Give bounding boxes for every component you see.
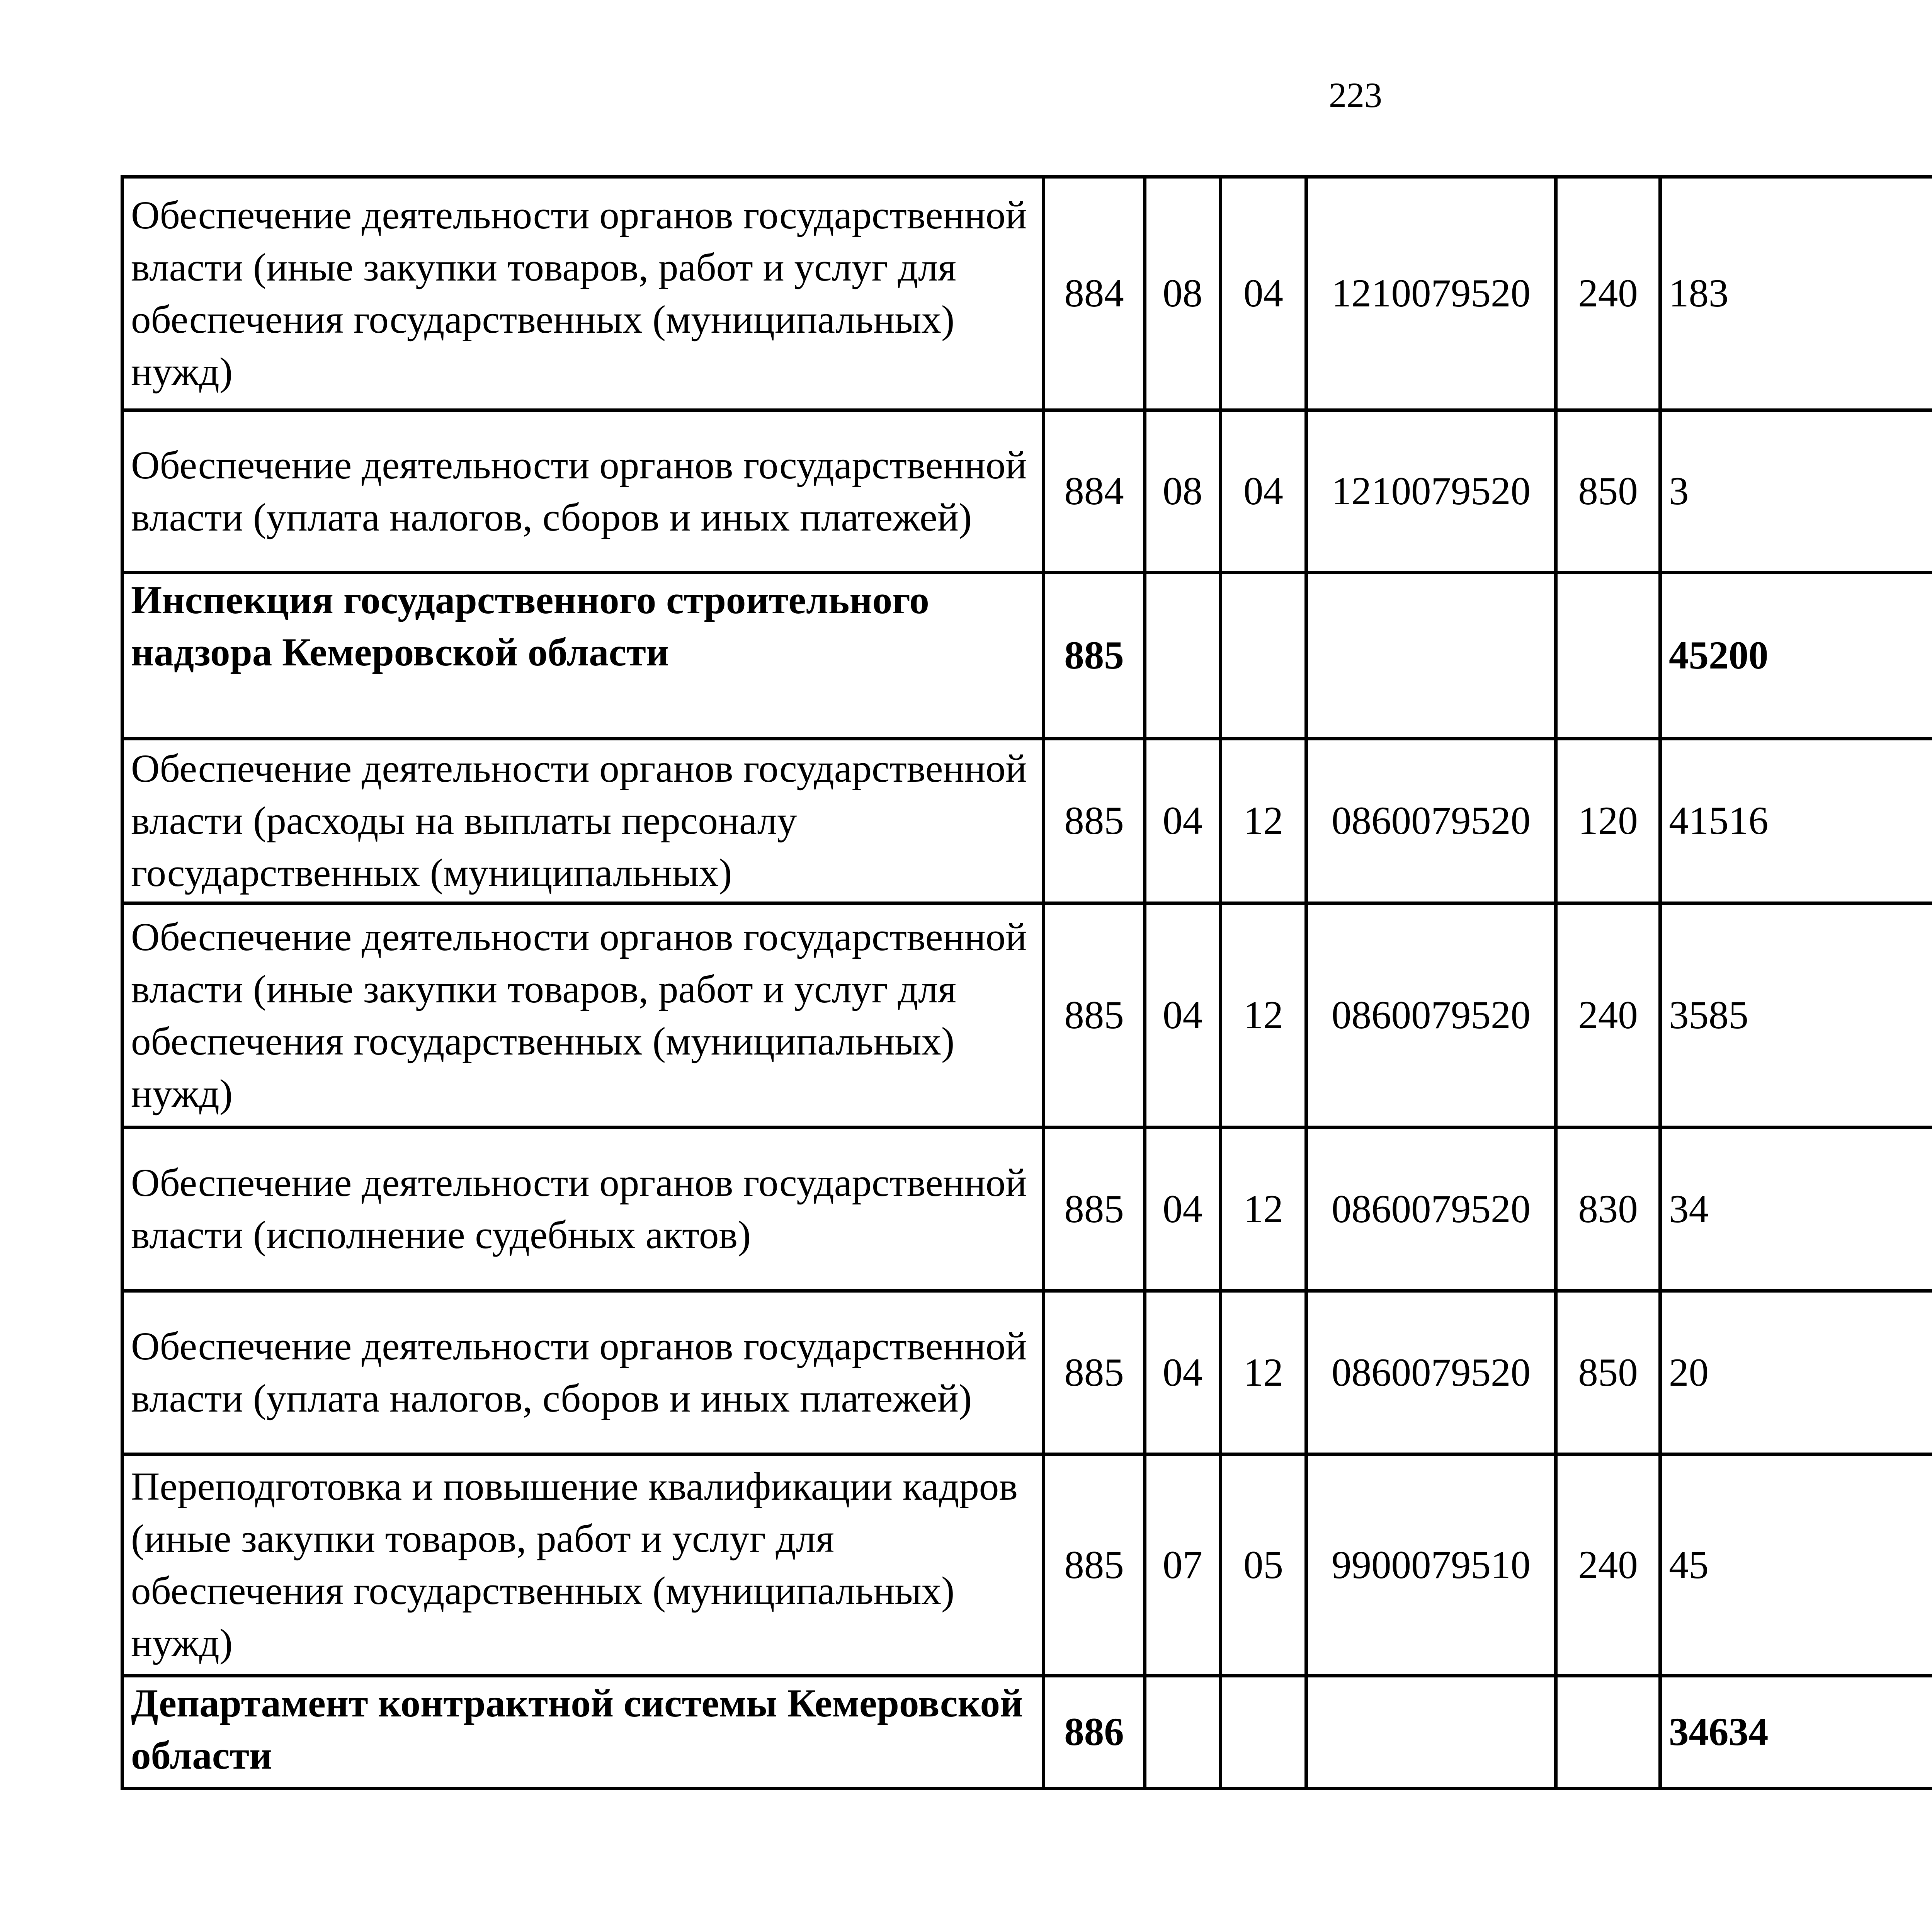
section-code: 04 — [1145, 1128, 1221, 1291]
table-row-organization — [122, 573, 1932, 739]
department-code: 884 — [1044, 177, 1145, 410]
section-code: 07 — [1145, 1454, 1221, 1676]
table-row — [122, 1454, 1932, 1676]
row-description: Переподготовка и повышение квалификации кадров (иные закупки товаров, работ и услуг для обеспечения государственных (муниципальных) нужд) — [122, 1454, 1044, 1676]
table-row — [122, 903, 1932, 1128]
amount-year-1: 45200 — [1660, 573, 1932, 739]
section-code: 04 — [1145, 1291, 1221, 1454]
department-code: 885 — [1044, 739, 1145, 903]
section-code: 08 — [1145, 410, 1221, 573]
subsection-code: 12 — [1221, 1128, 1306, 1291]
target-article-code: 0860079520 — [1306, 1291, 1556, 1454]
amount-year-1: 20 — [1660, 1291, 1932, 1454]
department-code: 886 — [1044, 1676, 1145, 1789]
department-code: 884 — [1044, 410, 1145, 573]
department-code: 885 — [1044, 1128, 1145, 1291]
amount-year-1: 3585 — [1660, 903, 1932, 1128]
subsection-code: 12 — [1221, 1291, 1306, 1454]
subsection-code — [1221, 573, 1306, 739]
target-article-code: 0860079520 — [1306, 739, 1556, 903]
row-description: Обеспечение деятельности органов государственной власти (расходы на выплаты персоналу государственных (муниципальных) — [122, 739, 1044, 903]
section-code: 08 — [1145, 177, 1221, 410]
table-row — [122, 1291, 1932, 1454]
row-description: Обеспечение деятельности органов государственной власти (уплата налогов, сборов и иных платежей) — [122, 1291, 1044, 1454]
table-row-organization — [122, 1676, 1932, 1789]
subsection-code: 12 — [1221, 903, 1306, 1128]
expense-type-code: 850 — [1556, 410, 1660, 573]
expense-type-code: 240 — [1556, 177, 1660, 410]
budget-table — [121, 175, 1932, 1790]
row-description: Обеспечение деятельности органов государственной власти (иные закупки товаров, работ и услуг для обеспечения государственных (муниципальных) нужд) — [122, 177, 1044, 410]
target-article-code — [1306, 1676, 1556, 1789]
table-row — [122, 177, 1932, 410]
target-article-code: 9900079510 — [1306, 1454, 1556, 1676]
row-description: Обеспечение деятельности органов государственной власти (иные закупки товаров, работ и услуг для обеспечения государственных (муниципальных) нужд) — [122, 903, 1044, 1128]
target-article-code — [1306, 573, 1556, 739]
subsection-code — [1221, 1676, 1306, 1789]
expense-type-code: 850 — [1556, 1291, 1660, 1454]
row-description: Обеспечение деятельности органов государственной власти (уплата налогов, сборов и иных платежей) — [122, 410, 1044, 573]
expense-type-code: 830 — [1556, 1128, 1660, 1291]
subsection-code: 12 — [1221, 739, 1306, 903]
section-code — [1145, 1676, 1221, 1789]
amount-year-1: 183 — [1660, 177, 1932, 410]
section-code: 04 — [1145, 739, 1221, 903]
department-code: 885 — [1044, 903, 1145, 1128]
row-description: Обеспечение деятельности органов государственной власти (исполнение судебных актов) — [122, 1128, 1044, 1291]
section-code: 04 — [1145, 903, 1221, 1128]
amount-year-1: 41516 — [1660, 739, 1932, 903]
expense-type-code — [1556, 573, 1660, 739]
subsection-code: 04 — [1221, 177, 1306, 410]
expense-type-code — [1556, 1676, 1660, 1789]
subsection-code: 05 — [1221, 1454, 1306, 1676]
department-code: 885 — [1044, 1454, 1145, 1676]
amount-year-1: 3 — [1660, 410, 1932, 573]
target-article-code: 1210079520 — [1306, 177, 1556, 410]
amount-year-1: 45 — [1660, 1454, 1932, 1676]
expense-type-code: 120 — [1556, 739, 1660, 903]
target-article-code: 1210079520 — [1306, 410, 1556, 573]
table-row — [122, 410, 1932, 573]
target-article-code: 0860079520 — [1306, 1128, 1556, 1291]
table-row — [122, 739, 1932, 903]
page-number: 223 — [1329, 75, 1382, 115]
section-code — [1145, 573, 1221, 739]
table-row — [122, 1128, 1932, 1291]
department-code: 885 — [1044, 1291, 1145, 1454]
row-description: Инспекция государственного строительного надзора Кемеровской области — [122, 573, 1044, 739]
expense-type-code: 240 — [1556, 1454, 1660, 1676]
expense-type-code: 240 — [1556, 903, 1660, 1128]
subsection-code: 04 — [1221, 410, 1306, 573]
amount-year-1: 34 — [1660, 1128, 1932, 1291]
amount-year-1: 34634 — [1660, 1676, 1932, 1789]
row-description: Департамент контрактной системы Кемеровской области — [122, 1676, 1044, 1789]
department-code: 885 — [1044, 573, 1145, 739]
target-article-code: 0860079520 — [1306, 903, 1556, 1128]
